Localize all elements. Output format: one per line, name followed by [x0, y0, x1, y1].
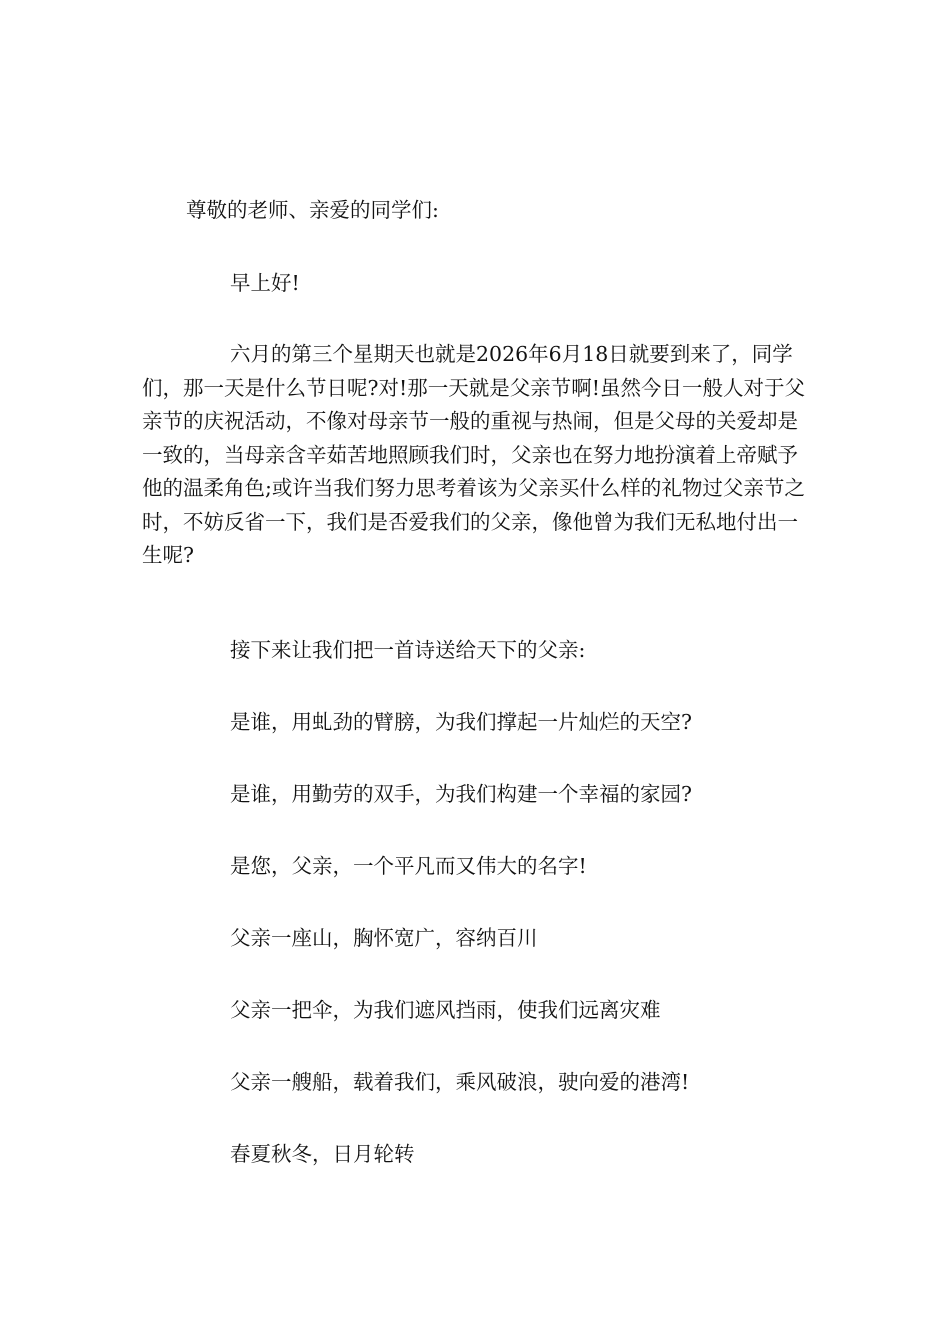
poem-line: 春夏秋冬，日月轮转: [230, 1142, 415, 1166]
greeting: 早上好!: [230, 271, 300, 295]
paragraph-poem-intro: 接下来让我们把一首诗送给天下的父亲:: [230, 638, 586, 662]
poem-line: 是谁，用勤劳的双手，为我们构建一个幸福的家园?: [230, 782, 692, 806]
poem-line: 是您，父亲，一个平凡而又伟大的名字!: [230, 854, 587, 878]
poem-line: 父亲一把伞，为我们遮风挡雨，使我们远离灾难: [230, 998, 661, 1022]
salutation: 尊敬的老师、亲爱的同学们:: [186, 198, 439, 222]
poem-line: 父亲一艘船，载着我们，乘风破浪，驶向爱的港湾!: [230, 1070, 690, 1094]
poem-line: 父亲一座山，胸怀宽广，容纳百川: [230, 926, 538, 950]
paragraph-intro: 六月的第三个星期天也就是2026年6月18日就要到来了，同学们，那一天是什么节日呢?对!那一天就是父亲节啊!虽然今日一般人对于父亲节的庆祝活动，不像对母亲节一般的重视与热闹，但是父母的关爱却是一致的，当母亲含辛茹苦地照顾我们时，父亲也在努力地扮演着上帝赋予他的温柔角色;或许当我们努力思考着该为父亲买什么样的礼物过父亲节之时，不妨反省一下，我们是否爱我们的父亲，像他曾为我们无私地付出一生呢?: [142, 342, 805, 567]
poem-line: 是谁，用虬劲的臂膀，为我们撑起一片灿烂的天空?: [230, 710, 692, 734]
